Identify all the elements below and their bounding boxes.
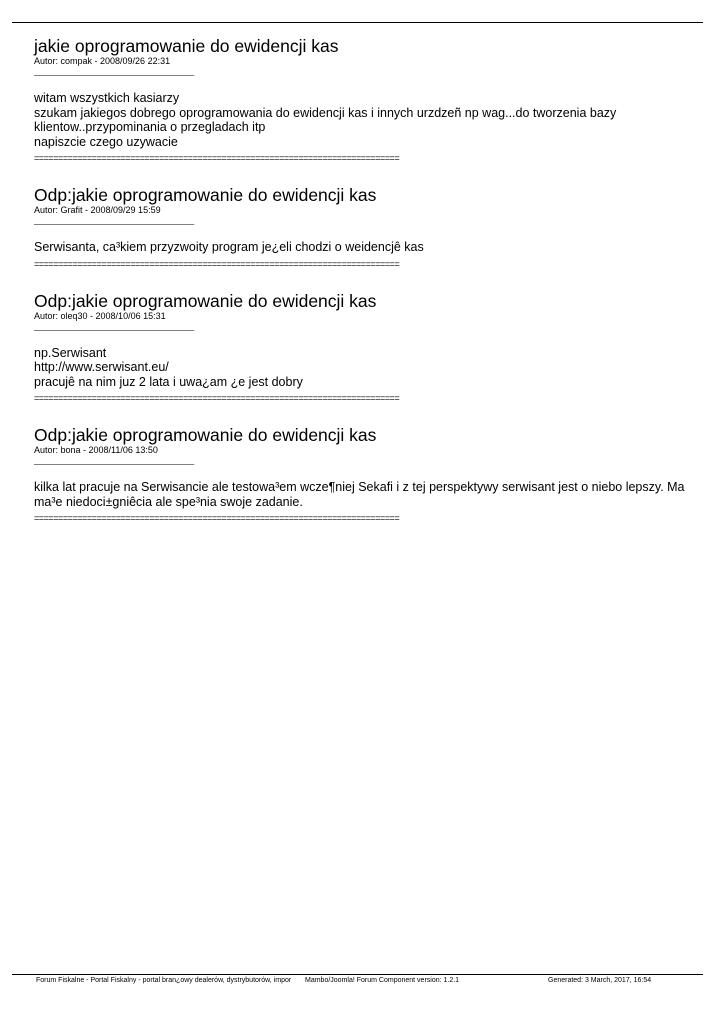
post-title-underline: ________________________________ xyxy=(34,455,195,465)
post-separator: ============================================================================ xyxy=(34,258,400,269)
footer-component-version: Mambo/Joomla! Forum Component version: 1.2.1 xyxy=(305,977,460,984)
post-title: Odp:jakie oprogramowanie do ewidencji kas xyxy=(34,425,377,445)
header-rule xyxy=(12,22,703,23)
post-author-date: Autor: Grafit - 2008/09/29 15:59 xyxy=(34,205,161,215)
footer-site-name: Forum Fiskalne - Portal Fiskalny - portal bran¿owy dealerów, dystrybutorów, impor xyxy=(36,977,292,984)
post-body xyxy=(34,91,694,149)
post-3 xyxy=(34,292,694,404)
post-title-underline: ________________________________ xyxy=(34,66,195,76)
post-body-line: pracujê na nim juz 2 lata i uwa¿am ¿e jest dobry xyxy=(34,374,303,389)
post-body xyxy=(34,480,694,509)
post-title: Odp:jakie oprogramowanie do ewidencji kas xyxy=(34,185,377,205)
post-title-underline: ________________________________ xyxy=(34,320,195,331)
post-author-date: Autor: oleq30 - 2008/10/06 15:31 xyxy=(34,310,166,321)
post-body-line: np.Serwisant xyxy=(34,345,107,360)
post-separator: ============================================================================ xyxy=(34,153,400,163)
post-separator: ============================================================================ xyxy=(34,393,400,403)
post-body xyxy=(34,240,694,255)
post-title-underline: ________________________________ xyxy=(34,215,195,225)
post-body-link[interactable]: http://www.serwisant.eu/ xyxy=(34,360,169,374)
post-body-line: szukam jakiegos dobrego oprogramowania do ewidencji kas i innych urzdzeñ np wag...do tworzenia bazy klientow..przypominania o przegladach itp xyxy=(34,105,620,134)
post-1 xyxy=(34,37,694,163)
post-4 xyxy=(34,426,694,523)
footer-rule xyxy=(12,974,703,975)
post-body-line: napiszcie czego uzywacie xyxy=(34,134,178,149)
post-body-line: witam wszystkich kasiarzy xyxy=(34,91,180,105)
post-body xyxy=(34,346,694,390)
post-author-date: Autor: compak - 2008/09/26 22:31 xyxy=(34,56,171,66)
post-list xyxy=(34,37,694,523)
post-separator: ============================================================================ xyxy=(34,513,400,523)
post-title: Odp:jakie oprogramowanie do ewidencji kas xyxy=(34,290,377,311)
post-2 xyxy=(34,186,694,269)
post-author-date: Autor: bona - 2008/11/06 13:50 xyxy=(34,445,158,455)
post-title: jakie oprogramowanie do ewidencji kas xyxy=(34,36,339,56)
footer-generated-date: Generated: 3 March, 2017, 16:54 xyxy=(548,977,652,984)
post-body-line: kilka lat pracuje na Serwisancie ale testowa³em wcze¶niej Sekafi i z tej perspektywy serwisant jest o niebo lepszy. Ma ma³e niedoci±gniêcia ale spe³nia swoje zadanie. xyxy=(34,480,688,509)
post-body-line: Serwisanta, ca³kiem przyzwoity program je¿eli chodzi o weidencjê kas xyxy=(34,240,424,254)
